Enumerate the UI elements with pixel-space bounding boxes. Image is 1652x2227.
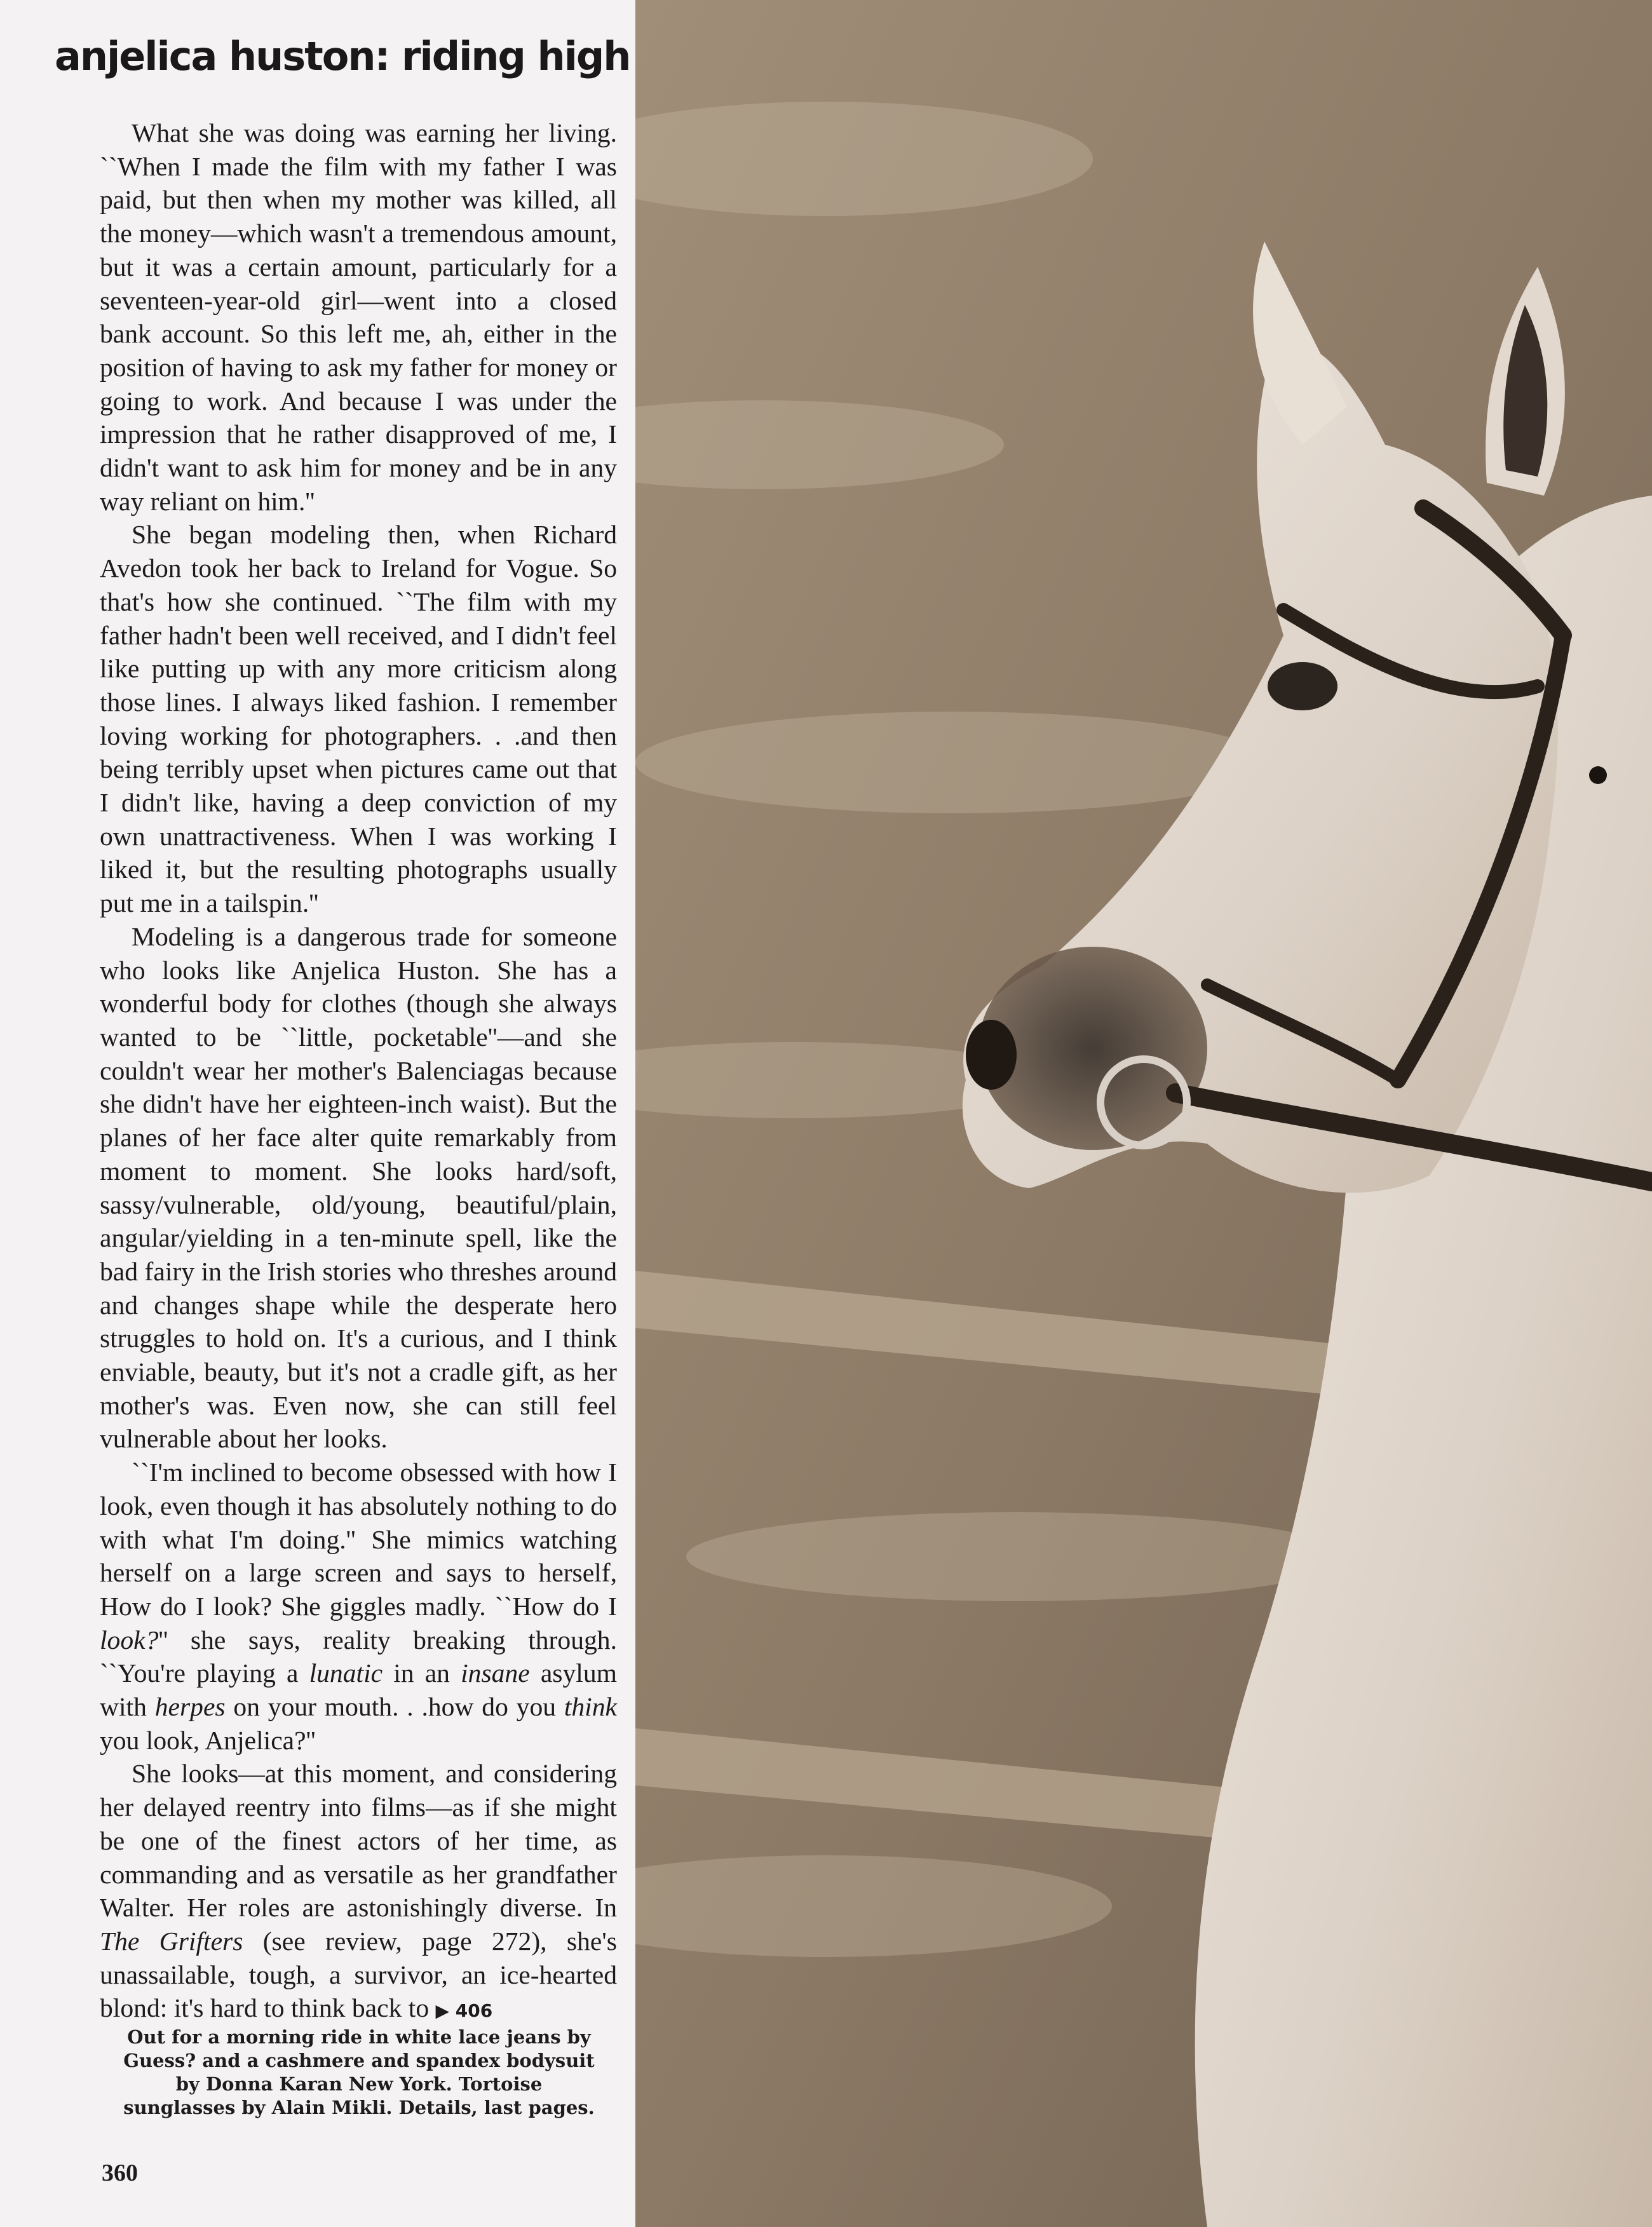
p4-italic-look: look?: [100, 1625, 159, 1655]
p4-italic-insane: insane: [461, 1658, 530, 1688]
caption-line: Out for a morning ride in white lace jeans by: [127, 2026, 591, 2048]
paragraph-1: What she was doing was earning her living. ``When I made the film with my father I was paid, but then when my mother was killed, all the money—which wasn't a tremendous amount, but it was a certain amount, particularly for a seventeen-year-old girl—went into a closed bank account. So this left me, ah, either in the position of having to ask my father for money or going to work. And because I was under the impression that he rather disapproved of me, I didn't want to ask him for money and be in any way reliant on him.'': [100, 118, 617, 516]
paragraph-2: She began modeling then, when Richard Avedon took her back to Ireland for Vogue. So that's how she continued. ``The film with my father hadn't been well received, and I didn't feel like putting up with any more criticism along those lines. I always liked fashion. I remember loving working for photographers. . .and then being terribly upset when pictures came out that I didn't like, having a deep conviction of my own unattractiveness. When I was working I liked it, but the resulting photographs usually put me in a tailspin.'': [100, 520, 617, 918]
paragraph-4: [100, 1456, 617, 1757]
p4-text-a: ``I'm inclined to become obsessed with how I look, even though it has absolutely nothing to do with what I'm doing.'' She mimics watching herself on a large screen and says to herself, How do I look? She giggles madly. ``How do I: [100, 1458, 617, 1621]
p4-text-c: '' she says, reality breaking through. ``You're playing a: [100, 1625, 617, 1688]
page-number: 360: [102, 2160, 138, 2186]
caption-line: by Donna Karan New York. Tortoise: [175, 2073, 543, 2095]
p4-text-e: in an: [383, 1658, 461, 1688]
horse-photograph: [635, 0, 1652, 2227]
p4-italic-lunatic: lunatic: [309, 1658, 383, 1688]
paragraph-5: [100, 1757, 617, 2028]
p5-text-a: She looks—at this moment, and considering her delayed reentry into films—as if she might be one of the finest actors of her time, as commanding and as versatile as her grandfather Walter. Her roles are astonishingly diverse. In: [100, 1759, 617, 1923]
p4-text-k: you look, Anjelica?'': [100, 1725, 316, 1755]
p4-text-g: asylum with: [100, 1658, 617, 1722]
p5-italic-title: The Grifters: [100, 1926, 243, 1956]
p5-text-c: (see review, page 272), she's unassailable, tough, a survivor, an ice-hearted blond: it's hard to think back to: [100, 1926, 617, 2023]
article-body: [100, 116, 617, 2028]
p4-italic-think: think: [564, 1692, 617, 1722]
p4-text-i: on your mouth. . .how do you: [225, 1692, 564, 1722]
p4-italic-herpes: herpes: [154, 1692, 226, 1722]
text-column: [0, 0, 635, 2227]
headline: anjelica huston: riding high: [55, 33, 630, 79]
caption-line: sunglasses by Alain Mikli. Details, last pages.: [123, 2097, 595, 2118]
horse-illustration: [635, 0, 1652, 2227]
photo-caption: [95, 2026, 623, 2120]
continued-jump: ▶ 406: [435, 2000, 493, 2022]
paragraph-3: Modeling is a dangerous trade for someone who looks like Anjelica Huston. She has a wonderful body for clothes (though she always wanted to be ``little, pocketable''—and she couldn't wear her mother's Balenciagas because she didn't have her eighteen-inch waist). But the planes of her face alter quite remarkably from moment to moment. She looks hard/soft, sassy/vulnerable, old/young, beautiful/plain, angular/yielding in a ten-minute spell, like the bad fairy in the Irish stories who threshes around and changes shape while the desperate hero struggles to hold on. It's a curious, and I think enviable, beauty, but it's not a cradle gift, as her mother's was. Even now, she can still feel vulnerable about her looks.: [100, 921, 617, 1454]
caption-line: Guess? and a cashmere and spandex bodysuit: [123, 2050, 595, 2071]
